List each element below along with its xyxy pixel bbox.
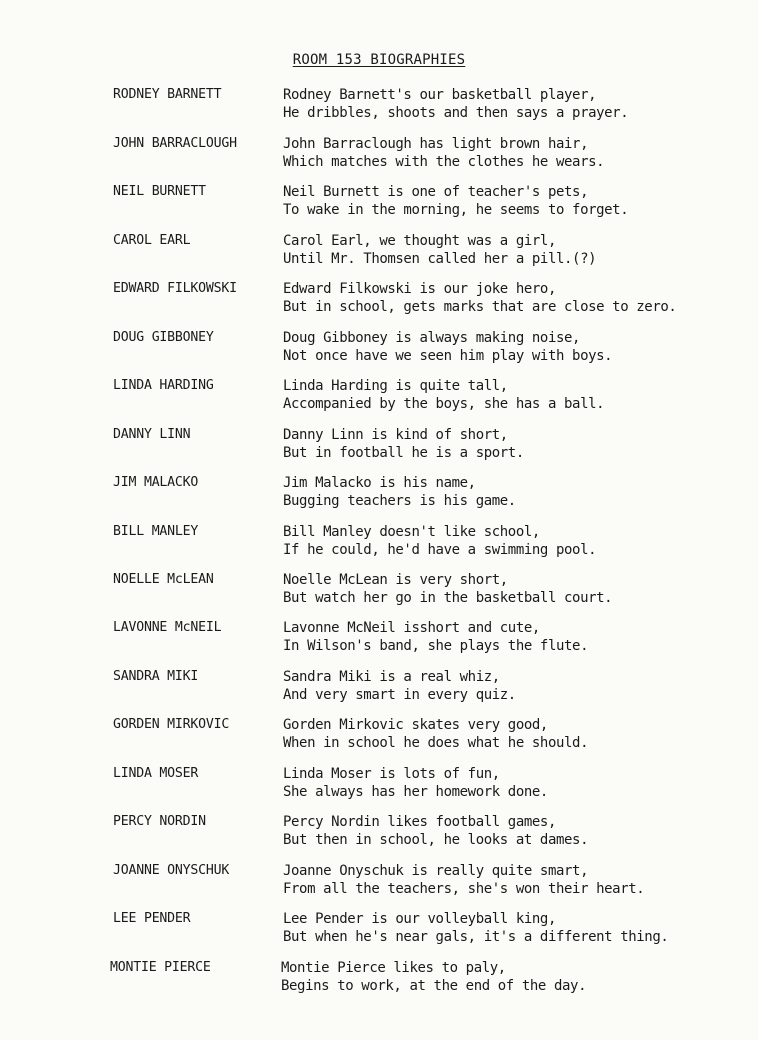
verse-line-1: Montie Pierce likes to paly, <box>281 960 506 976</box>
biography-entry <box>0 86 758 126</box>
verse-line-1: Linda Moser is lots of fun, <box>283 766 500 782</box>
student-name: BILL MANLEY <box>113 524 199 539</box>
biography-entry <box>0 135 758 175</box>
student-name: LEE PENDER <box>113 911 191 926</box>
verse-line-2: But then in school, he looks at dames. <box>283 832 589 848</box>
verse-line-1: Noelle McLean is very short, <box>283 572 508 588</box>
biography-entry <box>0 474 758 514</box>
biography-verse <box>283 135 604 171</box>
biography-entry <box>0 959 758 999</box>
verse-line-1: Neil Burnett is one of teacher's pets, <box>283 184 589 200</box>
verse-line-1: Rodney Barnett's our basketball player, <box>283 87 597 103</box>
biography-entry <box>0 813 758 853</box>
biography-verse <box>283 329 612 365</box>
biography-verse <box>281 959 586 995</box>
verse-line-1: Lavonne McNeil isshort and cute, <box>283 620 540 636</box>
verse-line-2: But watch her go in the basketball court. <box>283 590 613 606</box>
biography-verse <box>283 474 516 510</box>
verse-line-1: Doug Gibboney is always making noise, <box>283 330 581 346</box>
student-name: NEIL BURNETT <box>113 184 206 199</box>
student-name: JIM MALACKO <box>113 475 199 490</box>
verse-line-2: And very smart in every quiz. <box>283 687 516 703</box>
biography-entry <box>0 765 758 805</box>
student-name: DOUG GIBBONEY <box>113 330 214 345</box>
student-name: LAVONNE McNEIL <box>113 620 222 635</box>
biography-verse <box>283 862 644 898</box>
verse-line-1: Joanne Onyschuk is really quite smart, <box>283 863 589 879</box>
biography-verse <box>283 571 612 607</box>
student-name: MONTIE PIERCE <box>110 960 211 975</box>
biography-entry <box>0 668 758 708</box>
verse-line-2: To wake in the morning, he seems to forget. <box>283 202 629 218</box>
verse-line-2: But when he's near gals, it's a different thing. <box>283 929 669 945</box>
verse-line-2: But in football he is a sport. <box>283 445 524 461</box>
verse-line-2: Accompanied by the boys, she has a ball. <box>283 396 605 412</box>
biography-verse <box>283 377 604 413</box>
biography-verse <box>283 910 668 946</box>
biography-entry <box>0 523 758 563</box>
verse-line-1: Edward Filkowski is our joke hero, <box>283 281 556 297</box>
biography-entry <box>0 232 758 272</box>
biography-entry <box>0 426 758 466</box>
student-name: JOANNE ONYSCHUK <box>113 863 230 878</box>
biography-verse <box>283 280 676 316</box>
verse-line-1: Bill Manley doesn't like school, <box>283 524 540 540</box>
biography-verse <box>283 426 524 462</box>
verse-line-1: Lee Pender is our volleyball king, <box>283 911 556 927</box>
biography-entry <box>0 280 758 320</box>
student-name: DANNY LINN <box>113 427 191 442</box>
student-name: SANDRA MIKI <box>113 669 199 684</box>
page-title-text: ROOM 153 BIOGRAPHIES <box>292 52 466 68</box>
biography-entry <box>0 571 758 611</box>
biography-verse <box>283 232 596 268</box>
biography-verse <box>283 765 548 801</box>
verse-line-1: Linda Harding is quite tall, <box>283 378 508 394</box>
verse-line-1: Danny Linn is kind of short, <box>283 427 508 443</box>
verse-line-1: Percy Nordin likes football games, <box>283 814 556 830</box>
verse-line-2: He dribbles, shoots and then says a prayer. <box>283 105 629 121</box>
biography-verse <box>283 523 596 559</box>
student-name: EDWARD FILKOWSKI <box>113 281 237 296</box>
page-title <box>0 52 758 68</box>
verse-line-2: Begins to work, at the end of the day. <box>281 978 587 994</box>
verse-line-2: If he could, he'd have a swimming pool. <box>283 542 597 558</box>
student-name: LINDA HARDING <box>113 378 214 393</box>
biography-verse <box>283 619 588 655</box>
verse-line-1: Gorden Mirkovic skates very good, <box>283 717 548 733</box>
biography-verse <box>283 668 516 704</box>
biography-verse <box>283 716 588 752</box>
biography-verse <box>283 813 588 849</box>
verse-line-1: John Barraclough has light brown hair, <box>283 136 589 152</box>
verse-line-2: She always has her homework done. <box>283 784 548 800</box>
student-name: GORDEN MIRKOVIC <box>113 717 230 732</box>
verse-line-2: From all the teachers, she's won their heart. <box>283 881 645 897</box>
biography-entry <box>0 329 758 369</box>
biography-entry <box>0 862 758 902</box>
student-name: CAROL EARL <box>113 233 191 248</box>
verse-line-2: But in school, gets marks that are close to zero. <box>283 299 677 315</box>
student-name: JOHN BARRACLOUGH <box>113 136 237 151</box>
biography-verse <box>283 86 628 122</box>
biography-verse <box>283 183 628 219</box>
biography-entry <box>0 183 758 223</box>
student-name: NOELLE McLEAN <box>113 572 214 587</box>
verse-line-2: Bugging teachers is his game. <box>283 493 516 509</box>
verse-line-2: When in school he does what he should. <box>283 735 589 751</box>
student-name: RODNEY BARNETT <box>113 87 222 102</box>
student-name: LINDA MOSER <box>113 766 199 781</box>
verse-line-2: Not once have we seen him play with boys. <box>283 348 613 364</box>
verse-line-2: In Wilson's band, she plays the flute. <box>283 638 589 654</box>
verse-line-1: Carol Earl, we thought was a girl, <box>283 233 556 249</box>
biography-entry <box>0 377 758 417</box>
biography-entry <box>0 619 758 659</box>
verse-line-1: Sandra Miki is a real whiz, <box>283 669 500 685</box>
biography-entry <box>0 910 758 950</box>
verse-line-1: Jim Malacko is his name, <box>283 475 476 491</box>
student-name: PERCY NORDIN <box>113 814 206 829</box>
verse-line-2: Until Mr. Thomsen called her a pill.(?) <box>283 251 597 267</box>
verse-line-2: Which matches with the clothes he wears. <box>283 154 605 170</box>
biography-entry <box>0 716 758 756</box>
